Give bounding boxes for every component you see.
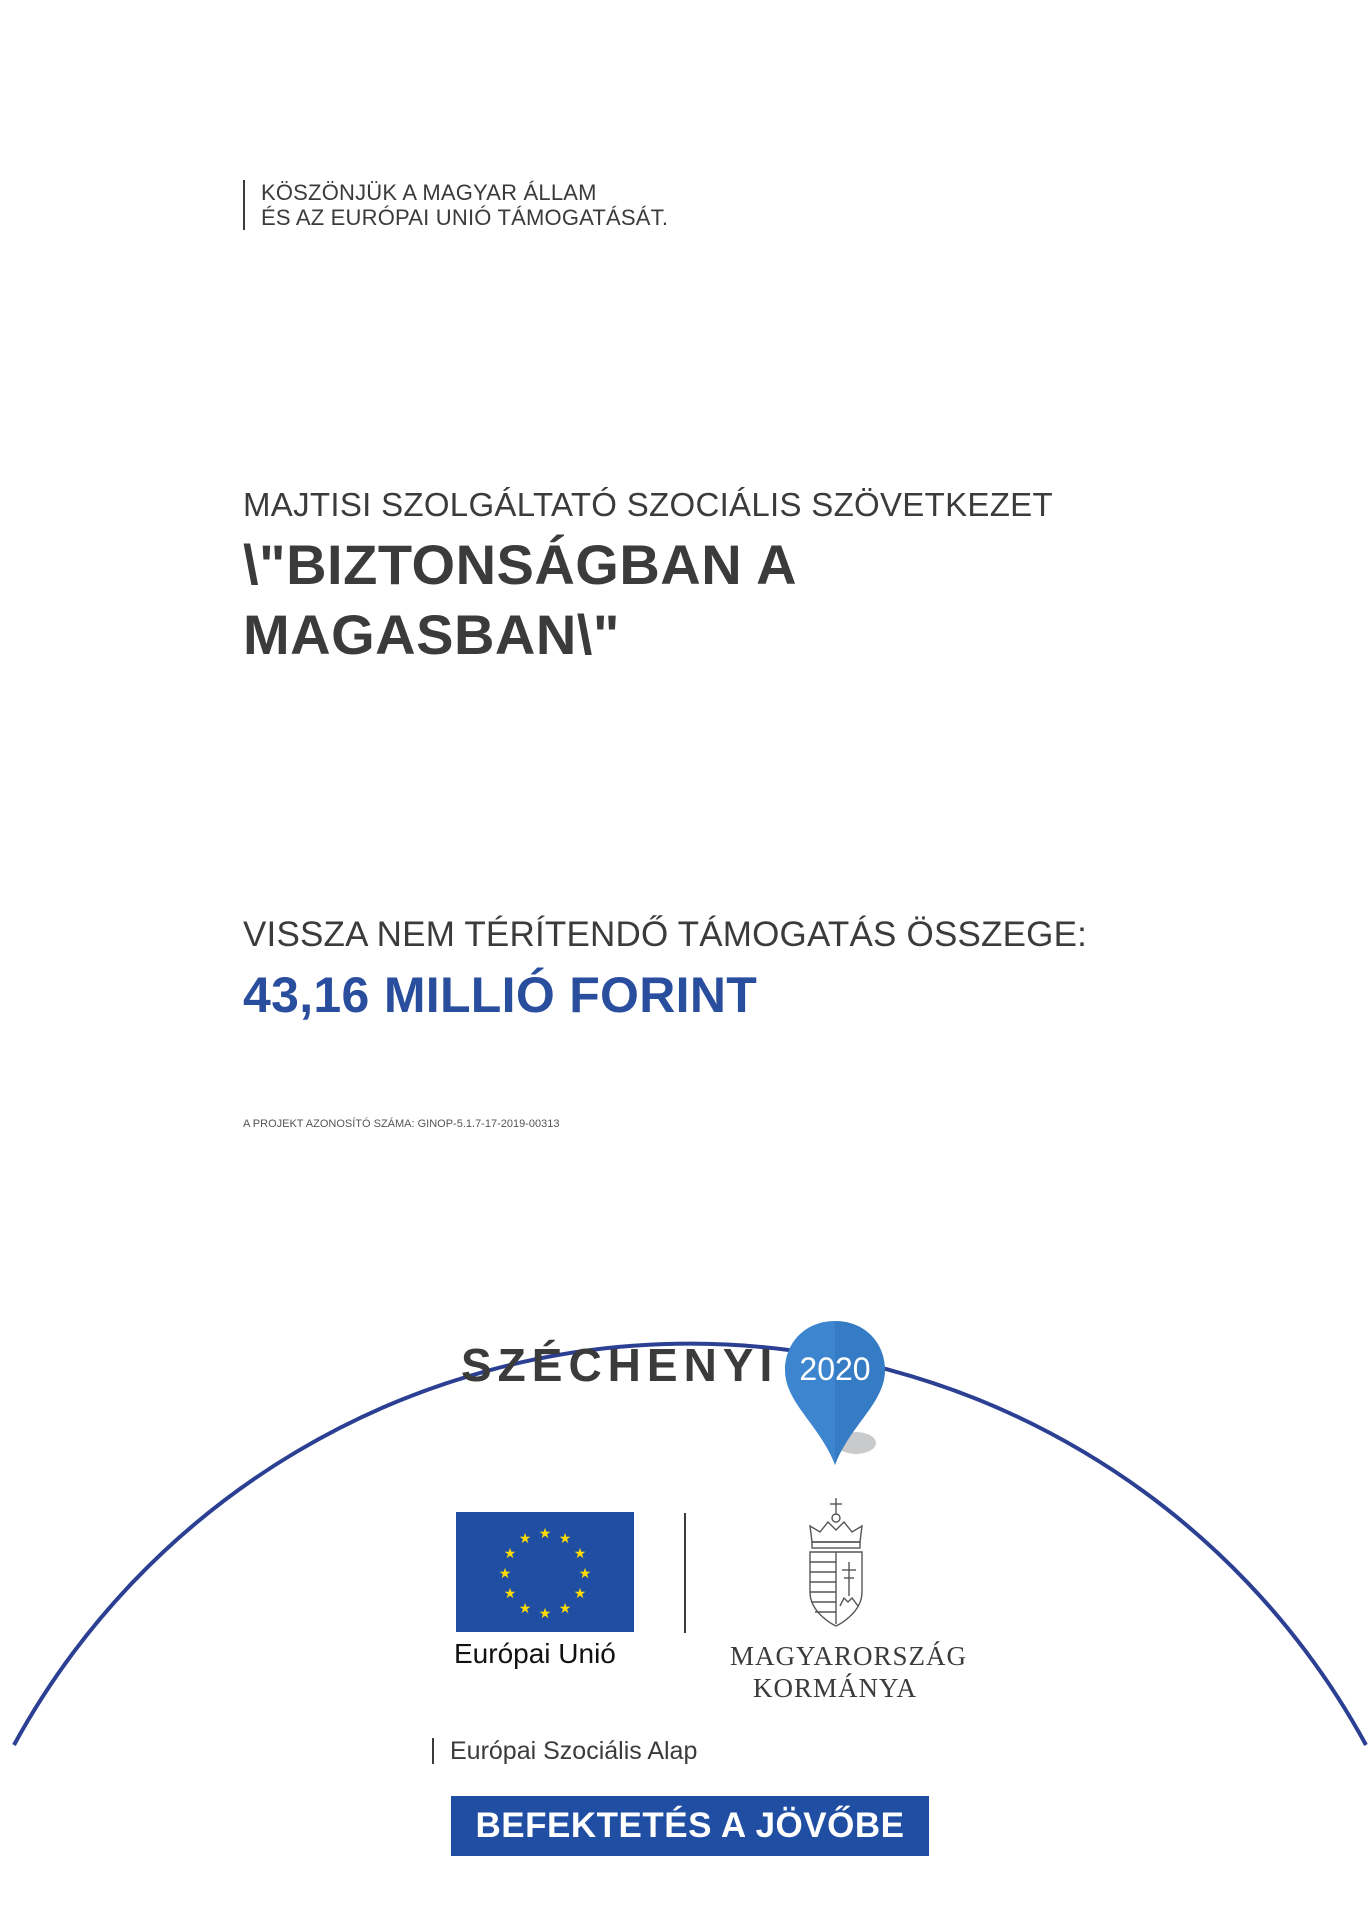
svg-text:★: ★ bbox=[538, 1605, 552, 1621]
hungarian-government-label bbox=[730, 1640, 968, 1704]
svg-text:★: ★ bbox=[578, 1565, 592, 1581]
szechenyi-2020-pin-icon bbox=[780, 1315, 890, 1470]
svg-text:★: ★ bbox=[538, 1525, 552, 1541]
svg-text:★: ★ bbox=[518, 1600, 532, 1616]
svg-text:★: ★ bbox=[503, 1585, 517, 1601]
szechenyi-year: 2020 bbox=[799, 1351, 871, 1387]
grant-label: VISSZA NEM TÉRÍTENDŐ TÁMOGATÁS ÖSSZEGE: bbox=[243, 915, 1088, 954]
svg-text:★: ★ bbox=[558, 1600, 572, 1616]
svg-text:★: ★ bbox=[498, 1565, 512, 1581]
svg-text:★: ★ bbox=[573, 1585, 587, 1601]
gov-line-1: MAGYARORSZÁG bbox=[730, 1641, 968, 1671]
organization-name: MAJTISI SZOLGÁLTATÓ SZOCIÁLIS SZÖVETKEZET bbox=[243, 486, 1053, 523]
hungarian-coat-of-arms-icon bbox=[802, 1496, 870, 1636]
thanks-line-1: KÖSZÖNJÜK A MAGYAR ÁLLAM bbox=[261, 180, 597, 205]
svg-text:★: ★ bbox=[503, 1545, 517, 1561]
svg-text:★: ★ bbox=[573, 1545, 587, 1561]
eu-label: Európai Unió bbox=[454, 1638, 616, 1669]
project-title-line-1: \"BIZTONSÁGBAN A bbox=[243, 533, 798, 596]
project-title bbox=[243, 530, 797, 670]
svg-text:★: ★ bbox=[558, 1530, 572, 1546]
logo-divider bbox=[684, 1513, 686, 1633]
svg-text:★: ★ bbox=[518, 1530, 532, 1546]
investment-slogan-banner: BEFEKTETÉS A JÖVŐBE bbox=[451, 1796, 929, 1856]
project-title-line-2: MAGASBAN\" bbox=[243, 603, 620, 666]
gov-line-2: KORMÁNYA bbox=[752, 1673, 917, 1703]
project-id: A PROJEKT AZONOSÍTÓ SZÁMA: GINOP-5.1.7-17-2019-00313 bbox=[243, 1118, 560, 1130]
fund-label: Európai Szociális Alap bbox=[432, 1738, 697, 1764]
grant-amount: 43,16 MILLIÓ FORINT bbox=[243, 967, 758, 1023]
eu-flag-icon bbox=[456, 1512, 634, 1632]
szechenyi-logo-text: SZÉCHENYI bbox=[461, 1339, 779, 1391]
thanks-note bbox=[243, 180, 668, 230]
thanks-line-2: ÉS AZ EURÓPAI UNIÓ TÁMOGATÁSÁT. bbox=[261, 205, 669, 230]
